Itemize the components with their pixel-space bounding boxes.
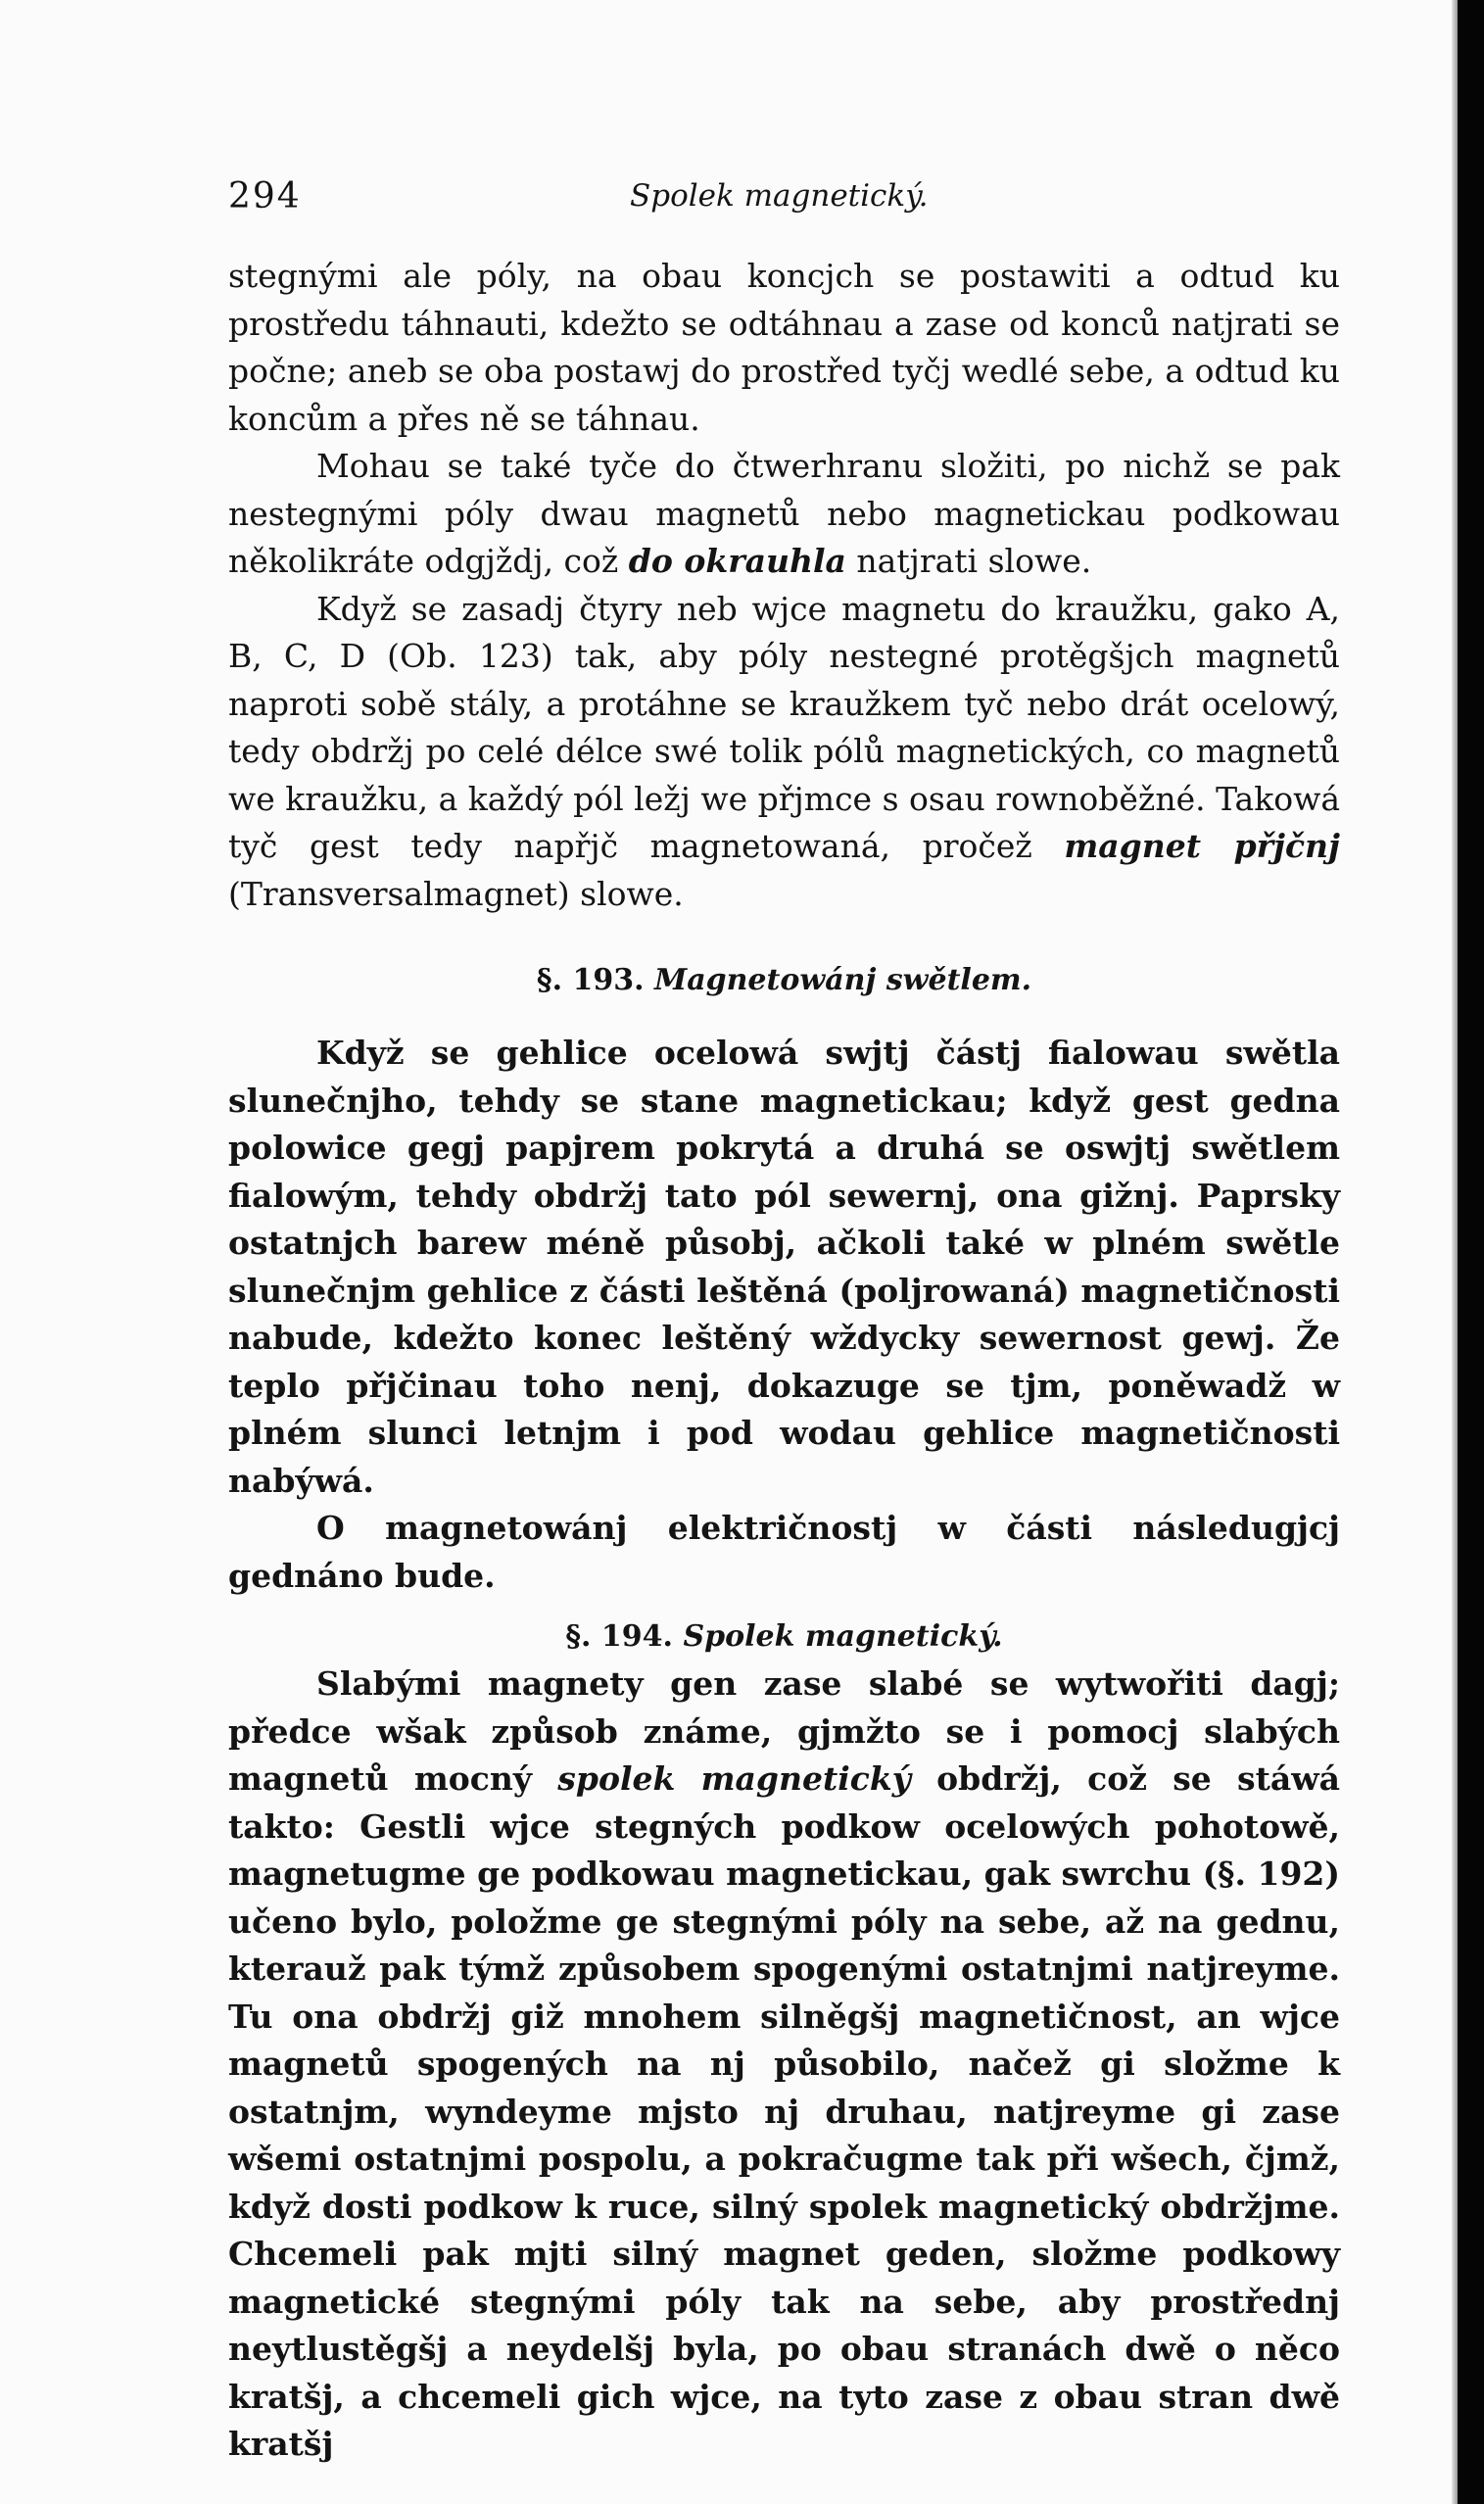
- section-title: Spolek magnetický.: [683, 1619, 1003, 1654]
- section-number: §. 193.: [536, 963, 645, 997]
- section-heading-194: [228, 1613, 1340, 1661]
- paragraph-okrauhla: [228, 443, 1340, 586]
- page-number: 294: [228, 176, 302, 217]
- paragraph-electric-magnetization: O magnetowánj električnostj w části následugjcj gednáno bude.: [228, 1509, 1340, 1595]
- term-magnet-prjcnj: magnet přjčnj: [1064, 827, 1340, 865]
- section-heading-193: [228, 957, 1340, 1004]
- text-block: [228, 176, 1340, 2469]
- section-194: [228, 1613, 1340, 2469]
- paragraph-text: Když se zasadj čtyry neb wjce magnetu do kraužku, gako A, B, C, D (Ob. 123) tak, aby póly nestegné protěgšjch magnetů naproti sobě stály, a protáhne se kraužkem tyč nebo drát ocelowý, tedy obdržj po celé délce swé tolik pólů magnetických, co magnetů we kraužku, a každý pól ležj we přjmce s osau rownoběžné. Takowá tyč gest tedy napřjč magnetowaná, pročež: [228, 589, 1340, 865]
- paragraph-text-end: (Transversalmagnet) slowe.: [228, 874, 684, 913]
- paragraph-magnetic-battery: [228, 1661, 1340, 2469]
- paragraph-transversal-magnet: [228, 586, 1340, 919]
- running-title: Spolek magnetický.: [630, 178, 929, 214]
- section-number: §. 194.: [565, 1619, 674, 1654]
- paragraph-text: Mohau se také tyče do čtwerhranu složiti, po nichž se pak nestegnými póly dwau magnetů nebo magnetickau podkowau několikráte odgjždj, což: [228, 447, 1340, 580]
- scan-border: [1458, 0, 1484, 2504]
- running-head: [228, 176, 1340, 225]
- section-title: Magnetowánj swětlem.: [654, 963, 1032, 997]
- paragraph-light-magnetization: Když se gehlice ocelowá swjtj částj fialowau swětla slunečnjho, tehdy se stane magnetickau; když gest gedna polowice gegj papjrem pokrytá a druhá se oswjtj swětlem fialowým, tehdy obdržj tato pól sewernj, ona gižnj. Paprsky ostatnjch barew méně působj, ačkoli také w plném swětle slunečnjm gehlice z části leštěná (poljrowaná) magnetičnosti nabude, kdežto konec leštěný wždycky sewernost gewj. Že teplo přjčinau toho nenj, dokazuge se tjm, poněwadž w plném slunci letnjm i pod wodau gehlice magnetičnosti nabýwá.: [228, 1034, 1340, 1500]
- term-spolek-magneticky: spolek magnetický: [557, 1759, 911, 1798]
- paragraph-text-end: natjrati slowe.: [856, 542, 1092, 580]
- paragraph-continued: stegnými ale póly, na obau koncjch se postawiti a odtud ku prostředu táhnauti, kdežto se odtáhnau a zase od konců natjrati se počne; aneb se oba postawj do prostřed tyčj wedlé sebe, a odtud ku koncům a přes ně se táhnau.: [228, 257, 1340, 438]
- paragraph-text: Slabými magnety gen zase slabé se wytwořiti dagj; předce wšak způsob známe, gjmžto se i pomocj slabých magnetů mocný: [228, 1664, 1340, 1798]
- section-193: [228, 957, 1340, 1600]
- term-do-okrauhla: do okrauhla: [628, 542, 846, 580]
- paragraph-text-end: obdržj, což se stáwá takto: Gestli wjce stegných podkow ocelowých pohotowě, magnetugme ge podkowau magnetickau, gak swrchu (§. 192) učeno bylo, položme ge stegnými póly na sebe, až na gednu, kterauž pak týmž způsobem spogenými ostatnjmi natjreyme. Tu ona obdržj giž mnohem silněgšj magnetičnost, an wjce magnetů spogených na nj působilo, načež gi složme k ostatnjm, wyndeyme mjsto nj druhau, natjreyme gi zase wšemi ostatnjmi pospolu, a pokračugme tak při wšech, čjmž, když dosti podkow k ruce, silný spolek magnetický obdržjme. Chcemeli pak mjti silný magnet geden, složme podkowy magnetické stegnými póly tak na sebe, aby prostřednj neytlustěgšj a neydelšj byla, po obau stranách dwě o něco kratšj, a chcemeli gich wjce, na tyto zase z obau stran dwě kratšj: [228, 1759, 1341, 2463]
- section-192-continuation: [228, 253, 1340, 918]
